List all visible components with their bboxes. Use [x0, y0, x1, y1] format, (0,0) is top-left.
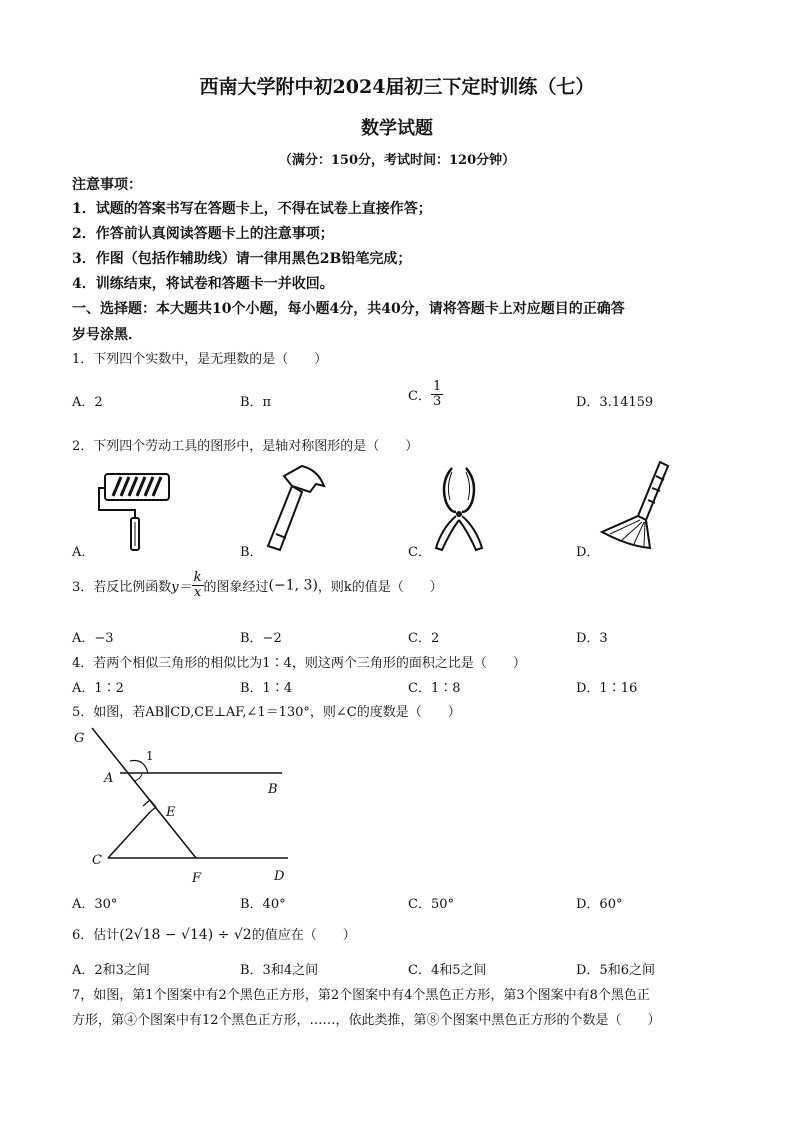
q1-stem: 1．下列四个实数中，是无理数的是（ ） [72, 352, 328, 367]
q3-stem-pre: 3．若反比例函数 [72, 580, 172, 595]
q3-stem-post: ，则k的值是（ ） [317, 580, 443, 595]
q5-option-d: D．60° [576, 897, 623, 912]
q1-fraction-num: 1 [432, 379, 442, 394]
q1-option-c-label: C． [408, 389, 431, 404]
q6-expression: (2√18 − √14) ÷ √2 [119, 927, 252, 943]
q2-option-c: C． [408, 545, 431, 560]
q2-option-b: B． [240, 545, 263, 560]
subject-title: 数学试题 [361, 118, 433, 139]
q1-option-c [408, 380, 443, 409]
page-title: 西南大学附中初2024届初三下定时训练（七） [199, 76, 595, 98]
label-c: C [92, 853, 102, 868]
q7-stem-line1: 7，如图，第1个图案中有2个黑色正方形，第2个图案中有4个黑色正方形，第3个图案中有8个黑色正 [72, 988, 650, 1003]
q5-stem: 5．如图，若AB∥CD,CE⊥AF,∠1＝130°，则∠C的度数是（ ） [72, 705, 461, 720]
q3-fraction-num: k [193, 570, 202, 585]
exam-info: （满分：150分，考试时间：120分钟） [278, 153, 516, 168]
q6-option-b: B．3和4之间 [240, 963, 319, 978]
q5-option-c: C．50° [408, 897, 454, 912]
q1-option-b: B．π [240, 395, 272, 410]
q4-option-a: A．1∶2 [72, 681, 124, 696]
label-f: F [192, 871, 202, 886]
section-heading-cont: 岁号涂黑． [72, 327, 142, 343]
label-g: G [74, 731, 85, 746]
q3-option-c: C．2 [408, 631, 440, 646]
label-b: B [268, 782, 278, 797]
label-e: E [166, 805, 176, 820]
q6-option-d: D．5和6之间 [576, 963, 655, 978]
paint-roller-figure [95, 466, 175, 556]
q1-option-d: D．3.14159 [576, 395, 654, 410]
note-item: 1．试题的答案书写在答题卡上，不得在试卷上直接作答； [72, 201, 432, 217]
q4-stem: 4．若两个相似三角形的相似比为1∶4，则这两个三角形的面积之比是（ ） [72, 656, 526, 671]
q3-option-b: B．−2 [240, 631, 282, 646]
q3-option-d: D．3 [576, 631, 608, 646]
q7-stem-line2: 方形，第④个图案中有12个黑色正方形，……，依此类推，第⑧个图案中黑色正方形的个数是（ ） [72, 1013, 661, 1028]
q3-stem-mid: 的图象经过 [203, 580, 269, 595]
q2-option-a: A． [72, 545, 95, 560]
label-a: A [104, 771, 114, 786]
q3-stem [72, 571, 443, 600]
q6-stem-post: 的值应在（ ） [251, 928, 356, 943]
q2-option-d: D． [576, 545, 600, 560]
q3-y: y＝ [171, 580, 192, 595]
label-1: 1 [146, 749, 154, 763]
q1-fraction-den: 3 [432, 394, 442, 409]
q6-stem [72, 924, 356, 943]
notes-heading: 注意事项： [72, 177, 142, 193]
q3-option-a: A．−3 [72, 631, 114, 646]
broom-figure [598, 458, 678, 553]
q1-option-a: A．2 [72, 395, 103, 410]
q5-geometry-figure [70, 724, 300, 889]
q3-fraction [192, 571, 204, 600]
q3-fraction-den: x [193, 585, 202, 600]
label-d: D [274, 869, 285, 884]
hammer-figure [262, 462, 332, 557]
note-item: 2．作答前认真阅读答题卡上的注意事项； [72, 226, 334, 242]
note-item: 3．作图（包括作辅助线）请一律用黑色2B铅笔完成； [72, 251, 412, 267]
q6-stem-pre: 6．估计 [72, 928, 120, 943]
q4-option-b: B．1∶4 [240, 681, 293, 696]
note-item: 4．训练结束，将试卷和答题卡一并收回。 [72, 276, 334, 292]
q6-option-a: A．2和3之间 [72, 963, 150, 978]
q4-option-d: D．1∶16 [576, 681, 638, 696]
q2-stem: 2．下列四个劳动工具的图形中，是轴对称图形的是（ ） [72, 439, 419, 454]
q1-fraction [431, 380, 443, 409]
shears-figure [428, 462, 490, 552]
q5-option-b: B．40° [240, 897, 286, 912]
q4-option-c: C．1∶8 [408, 681, 461, 696]
section-heading: 一、选择题：本大题共10个小题，每小题4分，共40分，请将答题卡上对应题目的正确答 [72, 301, 625, 317]
q3-point: (−1, 3) [268, 577, 318, 594]
q5-option-a: A．30° [72, 897, 118, 912]
q6-option-c: C．4和5之间 [408, 963, 487, 978]
